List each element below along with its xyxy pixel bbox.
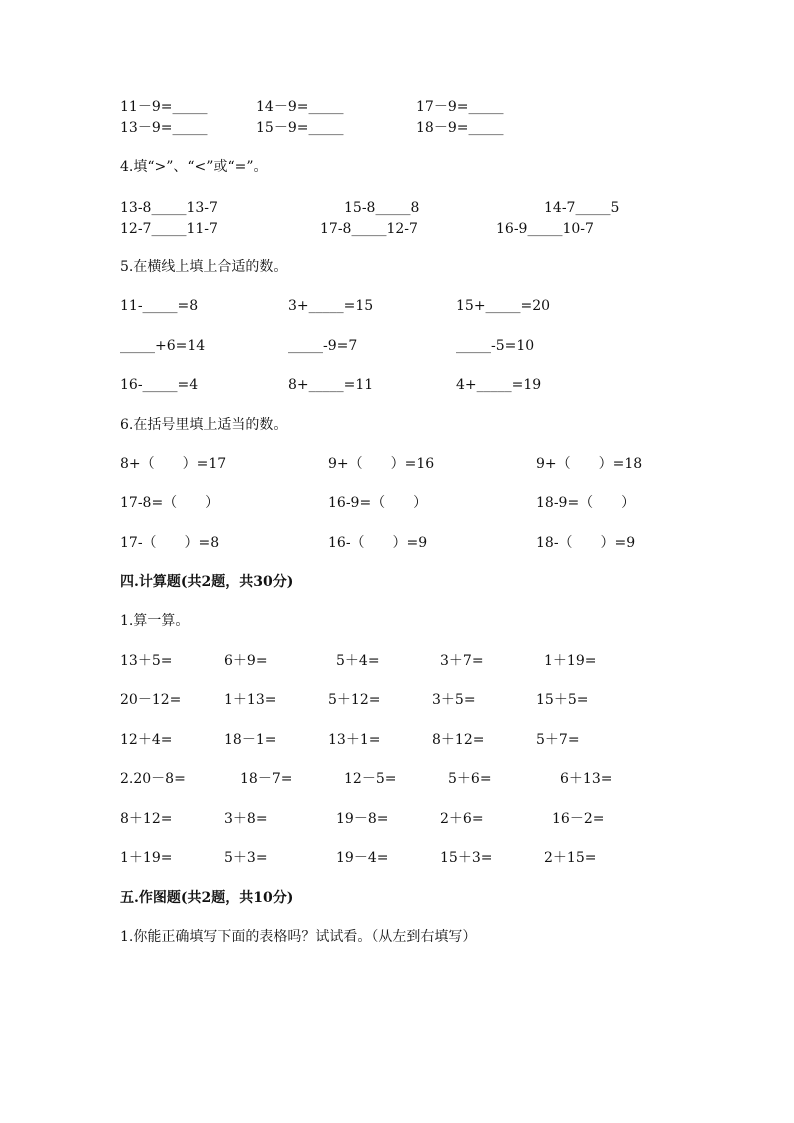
- bracket-item: 8+（ ）=17: [120, 456, 227, 472]
- bracket-item: 17-8=（ ）: [120, 495, 220, 511]
- top-item: 18－9=_____: [416, 120, 504, 136]
- calc-item: 18－1=: [224, 732, 277, 748]
- fill-item: 8+_____=11: [288, 377, 374, 393]
- top-item: 17－9=_____: [416, 99, 504, 115]
- top-item: 14－9=_____: [256, 99, 344, 115]
- section-5-question-1-title: 1.你能正确填写下面的表格吗？试试看。（从左到右填写）: [120, 929, 477, 945]
- question-4-title: 4.填“>”、“<”或“=”。: [120, 159, 268, 175]
- compare-item: 15-8_____8: [344, 200, 420, 216]
- compare-item: 17-8_____12-7: [320, 221, 418, 237]
- calc-item: 20－12=: [120, 692, 182, 708]
- bracket-item: 9+（ ）=18: [536, 456, 643, 472]
- fill-item: _____+6=14: [120, 338, 206, 354]
- calc-item: 5＋6=: [448, 771, 492, 787]
- fill-item: _____-9=7: [288, 338, 358, 354]
- calc-item: 3＋5=: [432, 692, 476, 708]
- fill-item: 11-_____=8: [120, 298, 199, 314]
- calc-item: 3＋7=: [440, 653, 484, 669]
- calc-item: 15＋5=: [536, 692, 589, 708]
- compare-item: 14-7_____5: [544, 200, 620, 216]
- calc-item: 5＋12=: [328, 692, 381, 708]
- bracket-item: 9+（ ）=16: [328, 456, 435, 472]
- section-5-heading: 五.作图题(共2题，共10分): [120, 890, 294, 906]
- fill-item: _____-5=10: [456, 338, 535, 354]
- calc-item: 5＋4=: [336, 653, 380, 669]
- fill-item: 4+_____=19: [456, 377, 542, 393]
- calc-item: 6＋9=: [224, 653, 268, 669]
- calc-item: 1＋13=: [224, 692, 277, 708]
- fill-item: 15+_____=20: [456, 298, 551, 314]
- calc-item: 3＋8=: [224, 811, 268, 827]
- fill-item: 16-_____=4: [120, 377, 199, 393]
- compare-item: 13-8_____13-7: [120, 200, 218, 216]
- section-4-heading: 四.计算题(共2题，共30分): [120, 574, 294, 590]
- calc-item: 19－4=: [336, 850, 389, 866]
- calc-item: 12－5=: [344, 771, 397, 787]
- calc-item: 18－7=: [240, 771, 293, 787]
- calc-item: 8＋12=: [432, 732, 485, 748]
- calc-item: 13＋1=: [328, 732, 381, 748]
- question-6-title: 6.在括号里填上适当的数。: [120, 417, 288, 433]
- fill-item: 3+_____=15: [288, 298, 374, 314]
- calc-item: 16－2=: [552, 811, 605, 827]
- calc-item: 2＋6=: [440, 811, 484, 827]
- calc-item: 12＋4=: [120, 732, 173, 748]
- top-item: 13－9=_____: [120, 120, 208, 136]
- bracket-item: 18-9=（ ）: [536, 495, 636, 511]
- question-5-title: 5.在横线上填上合适的数。: [120, 259, 288, 275]
- calc-item: 5＋7=: [536, 732, 580, 748]
- calc-item: 15＋3=: [440, 850, 493, 866]
- section-4-question-1-title: 1.算一算。: [120, 613, 190, 629]
- calc-item: 6＋13=: [560, 771, 613, 787]
- calc-item: 2＋15=: [544, 850, 597, 866]
- calc-item: 5＋3=: [224, 850, 268, 866]
- calc-item: 8＋12=: [120, 811, 173, 827]
- bracket-item: 16-9=（ ）: [328, 495, 428, 511]
- top-item: 15－9=_____: [256, 120, 344, 136]
- bracket-item: 16-（ ）=9: [328, 535, 428, 551]
- calc-item: 13＋5=: [120, 653, 173, 669]
- bracket-item: 18-（ ）=9: [536, 535, 636, 551]
- calc-item: 19－8=: [336, 811, 389, 827]
- top-item: 11－9=_____: [120, 99, 208, 115]
- bracket-item: 17-（ ）=8: [120, 535, 220, 551]
- compare-item: 16-9_____10-7: [496, 221, 594, 237]
- compare-item: 12-7_____11-7: [120, 221, 218, 237]
- calc-item: 1＋19=: [544, 653, 597, 669]
- calc-item: 2.20－8=: [120, 771, 186, 787]
- calc-item: 1＋19=: [120, 850, 173, 866]
